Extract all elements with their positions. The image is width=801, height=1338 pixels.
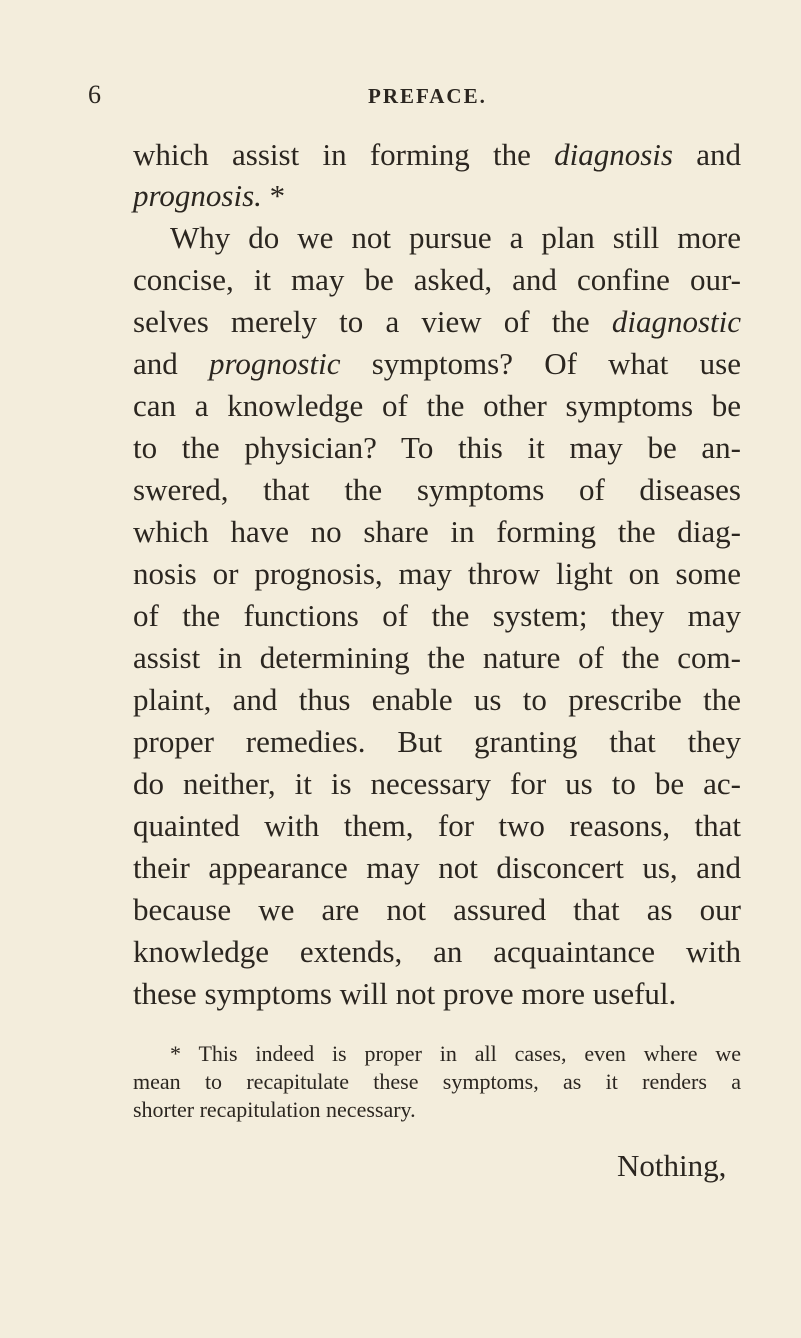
footnote-line: * This indeed is proper in all cases, even where we bbox=[170, 1041, 741, 1066]
footnote-line: shorter recapitulation necessary. bbox=[133, 1097, 416, 1122]
text-line: prognosis. * bbox=[133, 178, 286, 213]
text-line: because we are not assured that as our bbox=[133, 892, 741, 927]
text-line: to the physician? To this it may be an- bbox=[133, 430, 741, 465]
text-line: knowledge extends, an acquaintance with bbox=[133, 934, 741, 969]
text-line: swered, that the symptoms of diseases bbox=[133, 472, 741, 507]
text-line: do neither, it is necessary for us to be ac- bbox=[133, 766, 741, 801]
page-header bbox=[0, 80, 801, 120]
text-line: selves merely to a view of the diagnostic bbox=[133, 304, 741, 339]
text-line: concise, it may be asked, and confine our- bbox=[133, 262, 741, 297]
text-line: their appearance may not disconcert us, and bbox=[133, 850, 741, 885]
text-line: which assist in forming the diagnosis and bbox=[133, 137, 741, 172]
catchword: Nothing, bbox=[617, 1148, 727, 1183]
text-line: assist in determining the nature of the com- bbox=[133, 640, 741, 675]
text-line: which have no share in forming the diag- bbox=[133, 514, 741, 549]
page-number: 6 bbox=[88, 80, 101, 109]
running-head: PREFACE. bbox=[368, 84, 487, 108]
text-line: of the functions of the system; they may bbox=[133, 598, 741, 633]
text-line: plaint, and thus enable us to prescribe the bbox=[133, 682, 741, 717]
text-line: these symptoms will not prove more useful. bbox=[133, 976, 677, 1011]
text-line: Why do we not pursue a plan still more bbox=[170, 220, 741, 255]
text-line: quainted with them, for two reasons, that bbox=[133, 808, 741, 843]
footnote-line: mean to recapitulate these symptoms, as it renders a bbox=[133, 1069, 741, 1094]
text-line: can a knowledge of the other symptoms be bbox=[133, 388, 741, 423]
text-line: proper remedies. But granting that they bbox=[133, 724, 741, 759]
text-line: nosis or prognosis, may throw light on some bbox=[133, 556, 741, 591]
text-line: and prognostic symptoms? Of what use bbox=[133, 346, 741, 381]
